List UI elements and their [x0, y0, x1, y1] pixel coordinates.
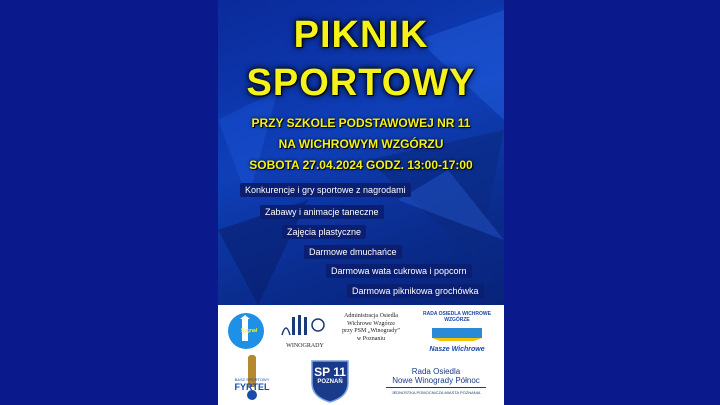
rada-nw-line1: Rada Osiedla — [411, 367, 461, 376]
rada-nw-line2: Nowe Winogrady Północ — [392, 376, 480, 385]
administracja-text-block — [338, 313, 404, 343]
rada-nw-line3: JEDNOSTKA POMOCNICZA MIASTA POZNANIA — [391, 390, 481, 395]
rada-ww-title: RADA OSIEDLA WICHROWE WZGÓRZE — [423, 311, 491, 323]
rada-ww-sub: Nasze Wichrowe — [429, 346, 485, 353]
sp11-city: POZNAŃ — [317, 379, 343, 385]
sponsor-logos-strip — [218, 305, 504, 405]
sp11-badge — [308, 357, 352, 403]
poster-date-time: SOBOTA 27.04.2024 GODZ. 13:00-17:00 — [249, 158, 473, 172]
rada-nowe-winogrady-logo — [376, 367, 496, 395]
admin-line4: w Poznaniu — [356, 335, 386, 342]
admin-line1: Administracja Osiedla — [344, 313, 398, 319]
event-poster — [218, 0, 504, 405]
poster-title-line1: PIKNIK — [293, 14, 429, 56]
sp11-number: SP 11 — [314, 365, 346, 379]
sygnal-logo — [226, 311, 266, 351]
activity-item: Darmowa piknikowa grochówka — [347, 284, 484, 298]
activity-item: Zabawy i animacje taneczne — [260, 205, 384, 219]
fyrtel-sub: BASZ SPORTOWY — [234, 377, 270, 382]
admin-line3: przy PSM „Winogrady” — [342, 328, 400, 334]
rada-wichrowe-logo — [414, 311, 500, 351]
fyrtel-label: FYRTEL — [234, 382, 270, 392]
activity-item: Darmowa wata cukrowa i popcorn — [326, 264, 472, 278]
activity-item: Konkurencje i gry sportowe z nagrodami — [240, 183, 411, 197]
poster-title-line2: SPORTOWY — [246, 62, 476, 104]
fyrtel-logo — [232, 355, 272, 403]
admin-line2: Wichrowe Wzgórze — [347, 320, 395, 327]
activity-item: Zajęcia plastyczne — [282, 225, 366, 239]
winogrady-label: WINOGRADY — [286, 343, 324, 349]
activity-item: Darmowe dmuchańce — [304, 245, 402, 259]
poster-subtitle-school: PRZY SZKOLE PODSTAWOWEJ NR 11 — [251, 116, 471, 130]
rada-nw-divider — [386, 387, 486, 388]
winogrady-logo — [280, 313, 330, 353]
poster-subtitle-location: NA WICHROWYM WZGÓRZU — [278, 137, 444, 151]
sygnal-label: Sygnał — [240, 328, 258, 334]
